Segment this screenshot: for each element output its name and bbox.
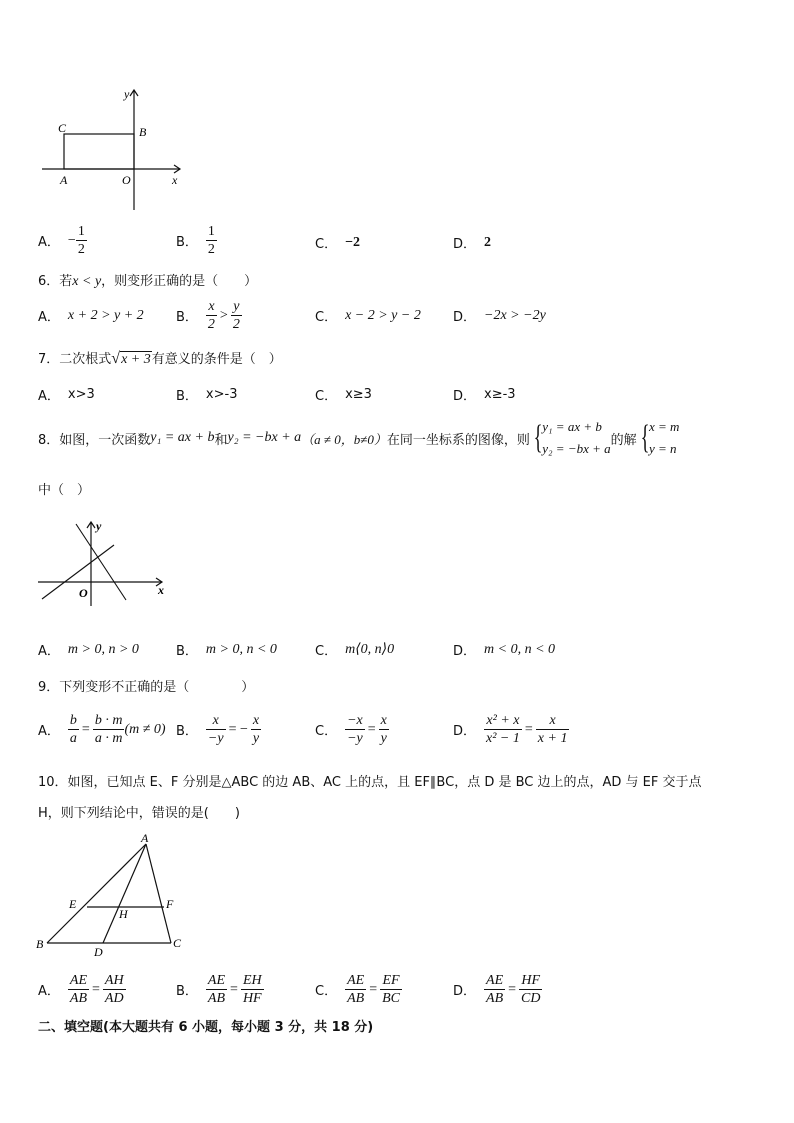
fraction: $\frac{y}{2}$: [232, 299, 240, 332]
fraction: $\frac{1}{2}$: [207, 224, 215, 257]
q8-option-d: D． m < 0, n < 0: [453, 641, 556, 659]
fraction: $\frac{1}{2}$: [77, 224, 85, 257]
q10-stem-line2: H，则下列结论中，错误的是( ): [38, 806, 240, 821]
q8-stem: 8．如图，一次函数 y₁ = ax + b 和 y₂ = −bx + a （a ≠ 0，b≠0） 在同一坐标系的图像，则 { y₁ = ax + b y₂ = −bx + a 的解 { x = m y = n: [38, 416, 679, 460]
q6-stem: 6．若x < y，则变形正确的是（ ）: [38, 274, 258, 289]
equation-system-2: x = m y = n: [649, 419, 680, 456]
q5-fig-y-label: y: [124, 87, 130, 101]
q8-fig-O-label: O: [79, 586, 88, 600]
q5-option-b: B． $\frac{1}{2}$: [176, 224, 215, 257]
q8-option-c: C． m⟨0, n⟩0: [315, 642, 395, 659]
q6-option-d: D． −2x > −2y: [453, 307, 546, 325]
q10-option-d: D． $\frac{AE}{AB}$ = $\frac{HF}{CD}$: [453, 973, 541, 1006]
q10-fig-D-label: D: [94, 945, 103, 959]
q10-option-b: B． $\frac{AE}{AB}$ = $\frac{EH}{HF}$: [176, 973, 262, 1006]
q10-figure: [34, 830, 194, 960]
q5-fig-B-label: B: [139, 125, 147, 139]
q9-option-d: D． $\frac{\text{x² + x}}{\text{x² − 1}}$ = $\frac{x}{x + 1}$: [453, 713, 568, 746]
q8-fig-y-label: y: [96, 519, 102, 533]
sqrt-icon: √: [111, 350, 121, 367]
q7-option-c: C． x≥3: [315, 387, 372, 404]
section-2-heading: 二、填空题(本大题共有 6 小题，每小题 3 分，共 18 分): [38, 1020, 374, 1035]
q8-fig-x-label: x: [158, 583, 164, 597]
q9-stem: 9．下列变形不正确的是（ ）: [38, 680, 255, 695]
q10-fig-A-label: A: [141, 831, 149, 845]
equation-system-1: y₁ = ax + b y₂ = −bx + a: [542, 419, 611, 456]
q7-option-b: B． x>-3: [176, 387, 238, 404]
q7-option-a: A． x>3: [38, 387, 95, 404]
q5-option-c: C． −2: [315, 234, 361, 252]
q5-figure: [38, 86, 188, 214]
q8-option-b: B． m > 0, n < 0: [176, 641, 277, 659]
q7-option-d: D． x≥-3: [453, 387, 516, 404]
fraction: $\frac{x}{2}$: [207, 299, 215, 332]
q8-stem-cont: 中（ ）: [38, 483, 91, 498]
q10-stem-line1: 10．如图，已知点 E、F 分别是△ABC 的边 AB、AC 上的点，且 EF∥BC，点 D 是 BC 边上的点，AD 与 EF 交于点: [38, 775, 702, 790]
q10-fig-C-label: C: [173, 936, 182, 950]
q10-option-a: A． $\frac{AE}{AB}$ = $\frac{AH}{AD}$: [38, 973, 124, 1006]
q9-option-c: C． $\frac{-x}{-y}$ = $\frac{x}{y}$: [315, 713, 387, 746]
q5-fig-A-label: A: [60, 173, 68, 187]
q9-option-b: B． $\frac{x}{-y}$ = − $\frac{x}{y}$: [176, 713, 260, 746]
q5-option-a: A． − $\frac{1}{2}$: [38, 224, 85, 257]
q5-fig-C-label: C: [58, 121, 67, 135]
q8-figure: [34, 518, 174, 608]
q6-option-c: C． x − 2 > y − 2: [315, 307, 421, 325]
q5-option-d: D． 2: [453, 234, 492, 252]
q10-option-c: C． $\frac{AE}{AB}$ = $\frac{EF}{BC}$: [315, 973, 400, 1006]
q7-stem: 7．二次根式√x + 3有意义的条件是（ ）: [38, 350, 282, 367]
q6-option-b: B． $\frac{x}{2}$ > $\frac{y}{2}$: [176, 299, 240, 332]
q5-fig-O-label: O: [122, 173, 131, 187]
q5-fig-x-label: x: [172, 173, 178, 187]
q10-fig-E-label: E: [69, 897, 77, 911]
q10-fig-H-label: H: [119, 907, 128, 921]
q9-option-a: A． $\frac{b}{a}$ = $\frac{b \cdot m}{a \cdot m}$ (m ≠ 0): [38, 713, 166, 746]
q10-fig-F-label: F: [166, 897, 174, 911]
q10-fig-B-label: B: [36, 937, 44, 951]
q8-option-a: A． m > 0, n > 0: [38, 641, 139, 659]
q6-option-a: A． x + 2 > y + 2: [38, 307, 144, 325]
